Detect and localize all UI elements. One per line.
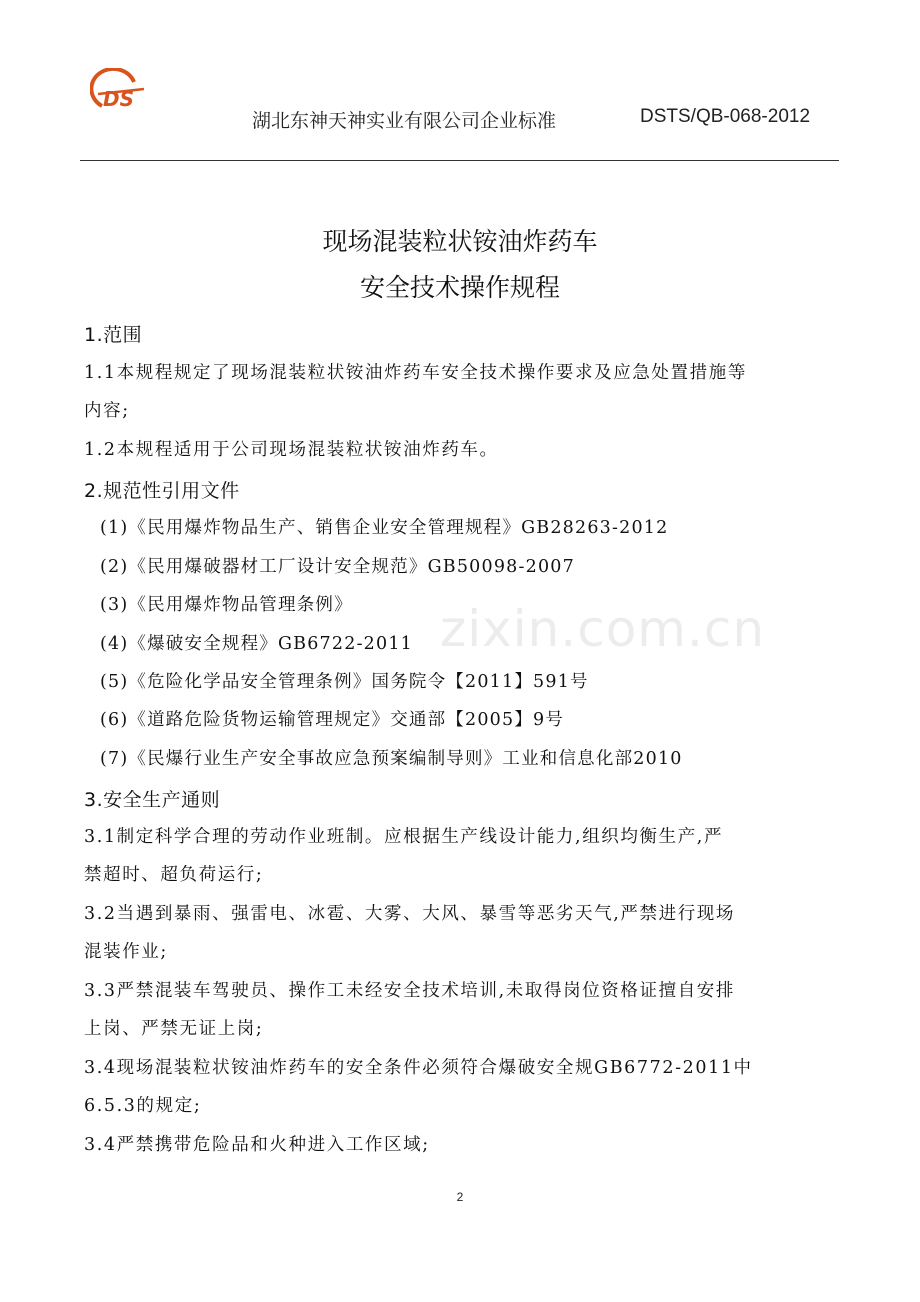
paragraph-line: 上岗、严禁无证上岗; <box>84 1019 264 1039</box>
reference-item: (3)《民用爆炸物品管理条例》 <box>100 595 353 615</box>
reference-item: (4)《爆破安全规程》GB6722-2011 <box>100 634 414 654</box>
paragraph-line: 混装作业; <box>84 942 168 962</box>
company-logo <box>90 68 150 120</box>
page-number: 2 <box>456 1190 464 1204</box>
document-title-line1: 现场混装粒状铵油炸药车 <box>322 227 598 256</box>
paragraph-line: 内容; <box>84 401 130 421</box>
reference-item: (1)《民用爆炸物品生产、销售企业安全管理规程》GB28263-2012 <box>100 518 669 538</box>
watermark: zixin.com.cn <box>440 600 766 658</box>
reference-item: (2)《民用爆破器材工厂设计安全规范》GB50098-2007 <box>100 557 575 577</box>
header-divider <box>80 160 839 161</box>
paragraph-line: 3.3严禁混装车驾驶员、操作工未经安全技术培训,未取得岗位资格证擅自安排 <box>84 981 735 1001</box>
paragraph-line: 3.2当遇到暴雨、强雷电、冰雹、大雾、大风、暴雪等恶劣天气,严禁进行现场 <box>84 904 735 924</box>
ds-logo-icon <box>90 68 150 120</box>
paragraph-line: 禁超时、超负荷运行; <box>84 865 264 885</box>
paragraph-line: 3.1制定科学合理的劳动作业班制。应根据生产线设计能力,组织均衡生产,严 <box>84 827 724 847</box>
paragraph-line: 3.4现场混装粒状铵油炸药车的安全条件必须符合爆破安全规GB6772-2011中 <box>84 1058 753 1078</box>
logo-letters: DS <box>103 87 135 111</box>
header-standard-code: DSTS/QB-068-2012 <box>640 106 811 127</box>
reference-item: (7)《民爆行业生产安全事故应急预案编制导则》工业和信息化部2010 <box>100 749 683 769</box>
header-company-name: 湖北东神天神实业有限公司企业标准 <box>252 110 557 132</box>
paragraph-line: 1.2本规程适用于公司现场混装粒状铵油炸药车。 <box>84 440 499 460</box>
document-title-line2: 安全技术操作规程 <box>359 273 560 302</box>
reference-item: (6)《道路危险货物运输管理规定》交通部【2005】9号 <box>100 710 565 730</box>
section-heading-scope: 1.范围 <box>84 324 143 346</box>
section-heading-general-rules: 3.安全生产通则 <box>84 789 221 811</box>
paragraph-line: 3.4严禁携带危险品和火种进入工作区域; <box>84 1135 430 1155</box>
reference-item: (5)《危险化学品安全管理条例》国务院令【2011】591号 <box>100 672 589 692</box>
paragraph-line: 6.5.3的规定; <box>84 1096 202 1116</box>
paragraph-line: 1.1本规程规定了现场混装粒状铵油炸药车安全技术操作要求及应急处置措施等 <box>84 363 747 383</box>
section-heading-references: 2.规范性引用文件 <box>84 480 240 502</box>
